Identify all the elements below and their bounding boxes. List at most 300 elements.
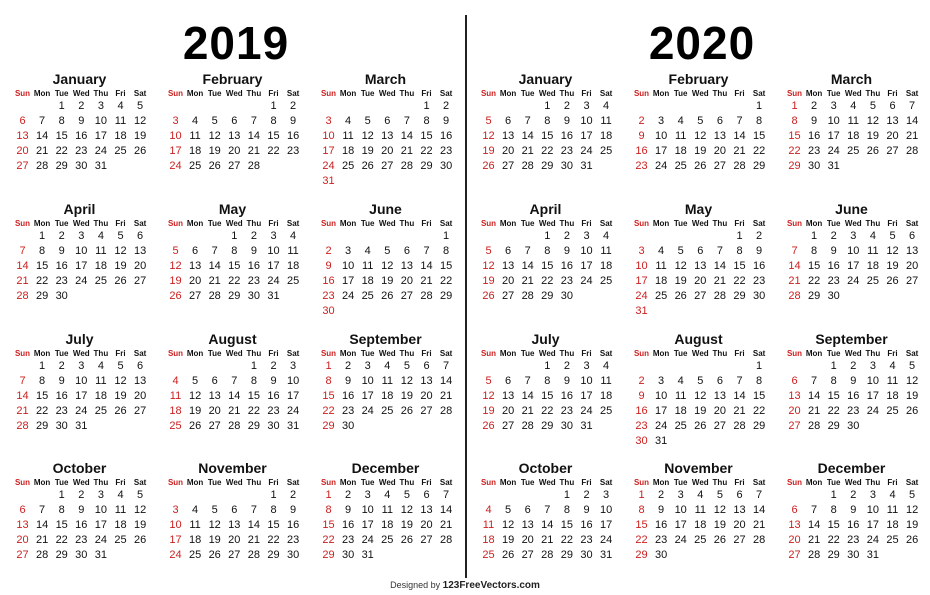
day-cell: 8	[756, 375, 763, 387]
day-cell: 18	[188, 145, 202, 157]
weekday-label: Sun	[633, 219, 650, 228]
day-cell: 21	[247, 145, 261, 157]
week-row	[12, 419, 159, 434]
month-november	[159, 457, 309, 585]
week-row	[318, 488, 465, 503]
day-cell: 26	[381, 290, 394, 302]
day-cell: 31	[654, 435, 668, 447]
day-cell: 25	[361, 290, 374, 302]
week-row	[784, 533, 930, 548]
day-cell: 6	[231, 504, 238, 516]
day-cell: 27	[188, 290, 202, 302]
day-cell: 30	[322, 305, 335, 317]
day-cell: 24	[169, 549, 182, 561]
day-cell: 16	[654, 519, 668, 531]
day-cell: 23	[267, 405, 280, 417]
day-cell: 17	[322, 145, 335, 157]
day-cell: 14	[16, 390, 29, 402]
day-cell: 29	[267, 549, 280, 561]
day-cell: 21	[807, 405, 821, 417]
week-row	[165, 488, 312, 503]
day-cell: 20	[16, 145, 29, 157]
day-cell: 27	[381, 160, 394, 172]
day-cell: 12	[501, 519, 515, 531]
day-cell: 22	[322, 534, 335, 546]
day-cell: 26	[114, 275, 127, 287]
week-row	[318, 174, 465, 189]
weekday-label: Tue	[360, 219, 375, 228]
weekday-label: Thu	[399, 478, 415, 487]
weekday-label: Tue	[54, 219, 69, 228]
day-cell: 9	[443, 115, 450, 127]
day-cell: 24	[654, 160, 668, 172]
day-cell: 30	[560, 290, 574, 302]
weekday-label: Wed	[538, 219, 556, 228]
weekday-label: Fri	[421, 219, 432, 228]
weekday-label: Sun	[320, 478, 337, 487]
day-cell: 13	[713, 390, 727, 402]
day-cell: 23	[439, 145, 453, 157]
day-cell: 26	[114, 405, 127, 417]
day-cell: 8	[830, 504, 837, 516]
day-cell: 16	[286, 130, 300, 142]
weekday-label: Thu	[559, 89, 575, 98]
day-cell: 19	[169, 275, 182, 287]
day-cell: 8	[563, 504, 570, 516]
weekday-label: Wed	[378, 219, 396, 228]
day-cell: 9	[563, 245, 570, 257]
day-cell: 10	[674, 504, 687, 516]
day-cell: 3	[78, 230, 85, 242]
day-cell: 10	[654, 130, 668, 142]
day-cell: 6	[697, 245, 704, 257]
day-cell: 14	[35, 519, 49, 531]
day-cell: 9	[658, 504, 665, 516]
day-cell: 7	[19, 245, 26, 257]
day-cell: 16	[439, 130, 453, 142]
weekday-label: Wed	[538, 89, 556, 98]
day-cell: 29	[752, 420, 766, 432]
day-cell: 3	[658, 115, 665, 127]
day-cell: 11	[674, 390, 687, 402]
week-row	[318, 389, 465, 404]
day-cell: 24	[361, 534, 374, 546]
day-cell: 6	[403, 245, 410, 257]
day-cell: 5	[677, 245, 684, 257]
weekday-label: Mon	[339, 478, 357, 487]
month-name: May	[218, 201, 247, 217]
weekday-label: Mon	[186, 89, 204, 98]
day-cell: 2	[811, 100, 818, 112]
week-row	[631, 114, 778, 129]
day-cell: 17	[286, 390, 300, 402]
weekday-label: Sat	[599, 478, 613, 487]
day-cell: 10	[169, 519, 182, 531]
day-cell: 30	[827, 290, 840, 302]
day-cell: 26	[208, 549, 221, 561]
day-cell: 4	[345, 115, 352, 127]
month-december	[778, 457, 928, 585]
day-cell: 16	[55, 390, 68, 402]
day-cell: 28	[733, 160, 746, 172]
day-cell: 2	[638, 375, 645, 387]
day-cell: 17	[866, 519, 880, 531]
day-cell: 19	[482, 405, 495, 417]
week-row	[165, 503, 312, 518]
day-cell: 12	[713, 504, 727, 516]
week-row	[784, 374, 930, 389]
day-cell: 2	[345, 489, 352, 501]
day-cell: 6	[791, 504, 798, 516]
weekday-label: Wed	[72, 89, 90, 98]
week-row	[478, 289, 625, 304]
week-row	[784, 404, 930, 419]
day-cell: 16	[580, 519, 593, 531]
month-january	[6, 68, 156, 196]
day-cell: 23	[827, 275, 840, 287]
day-cell: 22	[752, 145, 766, 157]
day-cell: 15	[733, 260, 746, 272]
day-cell: 1	[830, 489, 837, 501]
day-cell: 31	[866, 549, 880, 561]
day-cell: 21	[439, 519, 453, 531]
day-cell: 12	[905, 375, 919, 387]
week-row	[478, 259, 625, 274]
day-cell: 20	[188, 275, 202, 287]
week-row	[12, 114, 159, 129]
weekday-label: Tue	[673, 478, 688, 487]
day-cell: 2	[756, 230, 763, 242]
day-cell: 14	[733, 130, 746, 142]
day-cell: 4	[603, 360, 610, 372]
day-cell: 24	[169, 160, 182, 172]
month-name: July	[65, 331, 94, 347]
day-cell: 1	[39, 230, 46, 242]
day-cell: 12	[482, 130, 495, 142]
weekday-label: Fri	[734, 89, 745, 98]
day-cell: 13	[420, 504, 433, 516]
day-cell: 1	[811, 230, 818, 242]
weekday-label: Wed	[225, 478, 243, 487]
week-row	[478, 359, 625, 374]
week-row	[478, 144, 625, 159]
day-cell: 21	[521, 275, 534, 287]
month-august	[625, 328, 775, 456]
day-cell: 27	[133, 275, 147, 287]
day-cell: 3	[830, 100, 837, 112]
day-cell: 8	[58, 504, 65, 516]
day-cell: 26	[482, 290, 495, 302]
day-cell: 7	[250, 504, 257, 516]
day-cell: 22	[560, 534, 574, 546]
day-cell: 25	[694, 534, 707, 546]
day-cell: 27	[788, 549, 801, 561]
day-cell: 12	[400, 375, 414, 387]
weekday-label: Sun	[480, 219, 497, 228]
week-row	[318, 144, 465, 159]
day-cell: 3	[270, 230, 277, 242]
month-july	[472, 328, 622, 456]
day-cell: 20	[501, 145, 515, 157]
weekday-label: Wed	[844, 89, 862, 98]
day-cell: 11	[114, 504, 127, 516]
day-cell: 5	[403, 360, 410, 372]
day-cell: 9	[583, 504, 590, 516]
weekday-label: Mon	[33, 478, 51, 487]
day-cell: 5	[485, 115, 492, 127]
day-cell: 25	[286, 275, 300, 287]
footer-credit	[0, 580, 930, 591]
week-row	[631, 259, 778, 274]
day-cell: 13	[905, 245, 919, 257]
day-cell: 22	[635, 534, 648, 546]
day-cell: 10	[580, 245, 593, 257]
day-cell: 28	[541, 549, 554, 561]
day-cell: 15	[322, 390, 335, 402]
weekday-label: Tue	[54, 349, 69, 358]
weekday-label: Mon	[652, 349, 670, 358]
day-cell: 7	[544, 504, 551, 516]
weekday-label: Sun	[14, 349, 31, 358]
day-cell: 27	[501, 160, 515, 172]
day-cell: 3	[172, 504, 179, 516]
day-cell: 25	[886, 534, 899, 546]
weekday-label: Sun	[167, 219, 184, 228]
day-cell: 26	[694, 160, 707, 172]
day-cell: 31	[580, 160, 593, 172]
week-row	[784, 229, 930, 244]
day-cell: 8	[830, 375, 837, 387]
day-cell: 12	[114, 375, 127, 387]
weekday-label: Sun	[320, 219, 337, 228]
weekday-label: Sun	[633, 89, 650, 98]
weekday-label: Tue	[520, 349, 535, 358]
day-cell: 10	[322, 130, 335, 142]
month-name: November	[664, 460, 733, 476]
day-cell: 10	[267, 245, 280, 257]
week-row	[784, 99, 930, 114]
day-cell: 25	[381, 534, 394, 546]
day-cell: 9	[811, 115, 818, 127]
weekday-label: Thu	[712, 219, 728, 228]
week-row	[318, 533, 465, 548]
day-cell: 18	[847, 130, 860, 142]
day-cell: 22	[827, 405, 840, 417]
day-cell: 19	[361, 145, 374, 157]
day-cell: 9	[850, 504, 857, 516]
day-cell: 15	[541, 390, 554, 402]
day-cell: 12	[886, 245, 899, 257]
day-cell: 23	[75, 534, 88, 546]
day-cell: 8	[58, 115, 65, 127]
month-march	[778, 68, 928, 196]
day-cell: 18	[361, 275, 374, 287]
weekday-label: Tue	[54, 478, 69, 487]
weekday-label: Mon	[33, 219, 51, 228]
day-cell: 28	[521, 420, 534, 432]
day-cell: 19	[114, 390, 127, 402]
day-cell: 11	[600, 245, 612, 257]
day-cell: 25	[866, 275, 880, 287]
day-cell: 14	[208, 260, 221, 272]
day-cell: 7	[19, 375, 26, 387]
day-cell: 19	[188, 405, 202, 417]
day-cell: 21	[713, 275, 727, 287]
day-cell: 14	[788, 260, 801, 272]
day-cell: 18	[694, 519, 707, 531]
week-row	[12, 518, 159, 533]
day-cell: 17	[94, 519, 108, 531]
month-april	[472, 198, 622, 326]
day-cell: 16	[847, 390, 860, 402]
day-cell: 12	[694, 390, 707, 402]
weekday-label: Wed	[72, 219, 90, 228]
weekday-label: Thu	[93, 349, 109, 358]
weekday-label: Fri	[268, 89, 279, 98]
day-cell: 13	[713, 130, 727, 142]
day-cell: 15	[635, 519, 648, 531]
day-cell: 1	[638, 489, 645, 501]
day-cell: 21	[807, 534, 821, 546]
day-cell: 4	[192, 504, 199, 516]
day-cell: 13	[133, 375, 147, 387]
weekday-label: Tue	[826, 349, 841, 358]
day-cell: 10	[580, 115, 593, 127]
month-name: September	[349, 331, 422, 347]
day-cell: 10	[94, 115, 108, 127]
day-cell: 4	[384, 360, 391, 372]
day-cell: 30	[341, 549, 355, 561]
day-cell: 31	[635, 305, 648, 317]
day-cell: 23	[635, 160, 648, 172]
day-cell: 15	[827, 390, 840, 402]
day-cell: 8	[39, 375, 46, 387]
day-cell: 16	[247, 260, 261, 272]
day-cell: 17	[580, 130, 593, 142]
day-cell: 18	[654, 275, 668, 287]
day-cell: 23	[286, 534, 300, 546]
day-cell: 5	[697, 115, 704, 127]
day-cell: 9	[290, 504, 297, 516]
day-cell: 15	[55, 519, 68, 531]
day-cell: 9	[78, 504, 85, 516]
weekday-label: Sun	[14, 219, 31, 228]
day-cell: 28	[228, 420, 241, 432]
week-row	[165, 548, 312, 563]
weekday-label: Thu	[865, 349, 881, 358]
day-cell: 18	[674, 405, 687, 417]
week-row	[318, 404, 465, 419]
day-cell: 22	[322, 405, 335, 417]
weekday-label: Wed	[691, 89, 709, 98]
day-cell: 6	[384, 115, 391, 127]
day-cell: 16	[341, 519, 355, 531]
day-cell: 24	[580, 145, 593, 157]
day-cell: 22	[55, 534, 68, 546]
day-cell: 30	[807, 160, 821, 172]
week-row	[165, 144, 312, 159]
month-name: October	[518, 460, 573, 476]
day-cell: 16	[55, 260, 68, 272]
day-cell: 6	[137, 230, 144, 242]
week-row	[631, 404, 778, 419]
day-cell: 24	[674, 534, 687, 546]
day-cell: 24	[866, 405, 880, 417]
weekday-label: Sun	[167, 478, 184, 487]
weekday-label: Sat	[905, 349, 919, 358]
day-cell: 3	[869, 360, 876, 372]
day-cell: 6	[524, 504, 531, 516]
day-cell: 9	[345, 504, 352, 516]
day-cell: 17	[674, 519, 687, 531]
weekday-label: Sun	[786, 478, 803, 487]
week-row	[318, 419, 465, 434]
day-cell: 7	[403, 115, 410, 127]
day-cell: 18	[286, 260, 300, 272]
day-cell: 4	[97, 230, 104, 242]
day-cell: 10	[827, 115, 840, 127]
weekday-label: Tue	[360, 478, 375, 487]
weekday-label: Thu	[865, 89, 881, 98]
day-cell: 29	[560, 549, 574, 561]
day-cell: 27	[16, 160, 29, 172]
day-cell: 27	[905, 275, 919, 287]
day-cell: 5	[909, 489, 916, 501]
day-cell: 8	[423, 115, 430, 127]
day-cell: 12	[381, 260, 394, 272]
day-cell: 18	[114, 130, 127, 142]
day-cell: 2	[850, 489, 857, 501]
week-row	[784, 359, 930, 374]
day-cell: 25	[114, 534, 127, 546]
day-cell: 29	[228, 290, 241, 302]
week-row	[784, 159, 930, 174]
day-cell: 29	[541, 290, 554, 302]
day-cell: 7	[716, 245, 723, 257]
day-cell: 30	[286, 549, 300, 561]
weekday-label: Tue	[207, 219, 222, 228]
weekday-label: Tue	[54, 89, 69, 98]
month-may	[625, 198, 775, 326]
weekday-label: Fri	[268, 349, 279, 358]
week-row	[478, 99, 625, 114]
day-cell: 30	[580, 549, 593, 561]
day-cell: 17	[580, 390, 593, 402]
weekday-label: Sun	[786, 219, 803, 228]
week-row	[318, 99, 465, 114]
day-cell: 14	[228, 390, 241, 402]
day-cell: 9	[325, 260, 332, 272]
day-cell: 22	[420, 145, 433, 157]
day-cell: 14	[35, 130, 49, 142]
day-cell: 16	[267, 390, 280, 402]
day-cell: 21	[228, 405, 241, 417]
day-cell: 17	[635, 275, 648, 287]
week-row	[165, 419, 312, 434]
day-cell: 29	[752, 160, 766, 172]
week-row	[12, 99, 159, 114]
day-cell: 18	[188, 534, 202, 546]
day-cell: 16	[635, 405, 648, 417]
day-cell: 5	[137, 489, 144, 501]
day-cell: 7	[443, 489, 450, 501]
day-cell: 3	[583, 230, 590, 242]
week-row	[478, 229, 625, 244]
week-row	[631, 99, 778, 114]
week-row	[478, 114, 625, 129]
day-cell: 11	[342, 130, 354, 142]
day-cell: 7	[736, 115, 743, 127]
